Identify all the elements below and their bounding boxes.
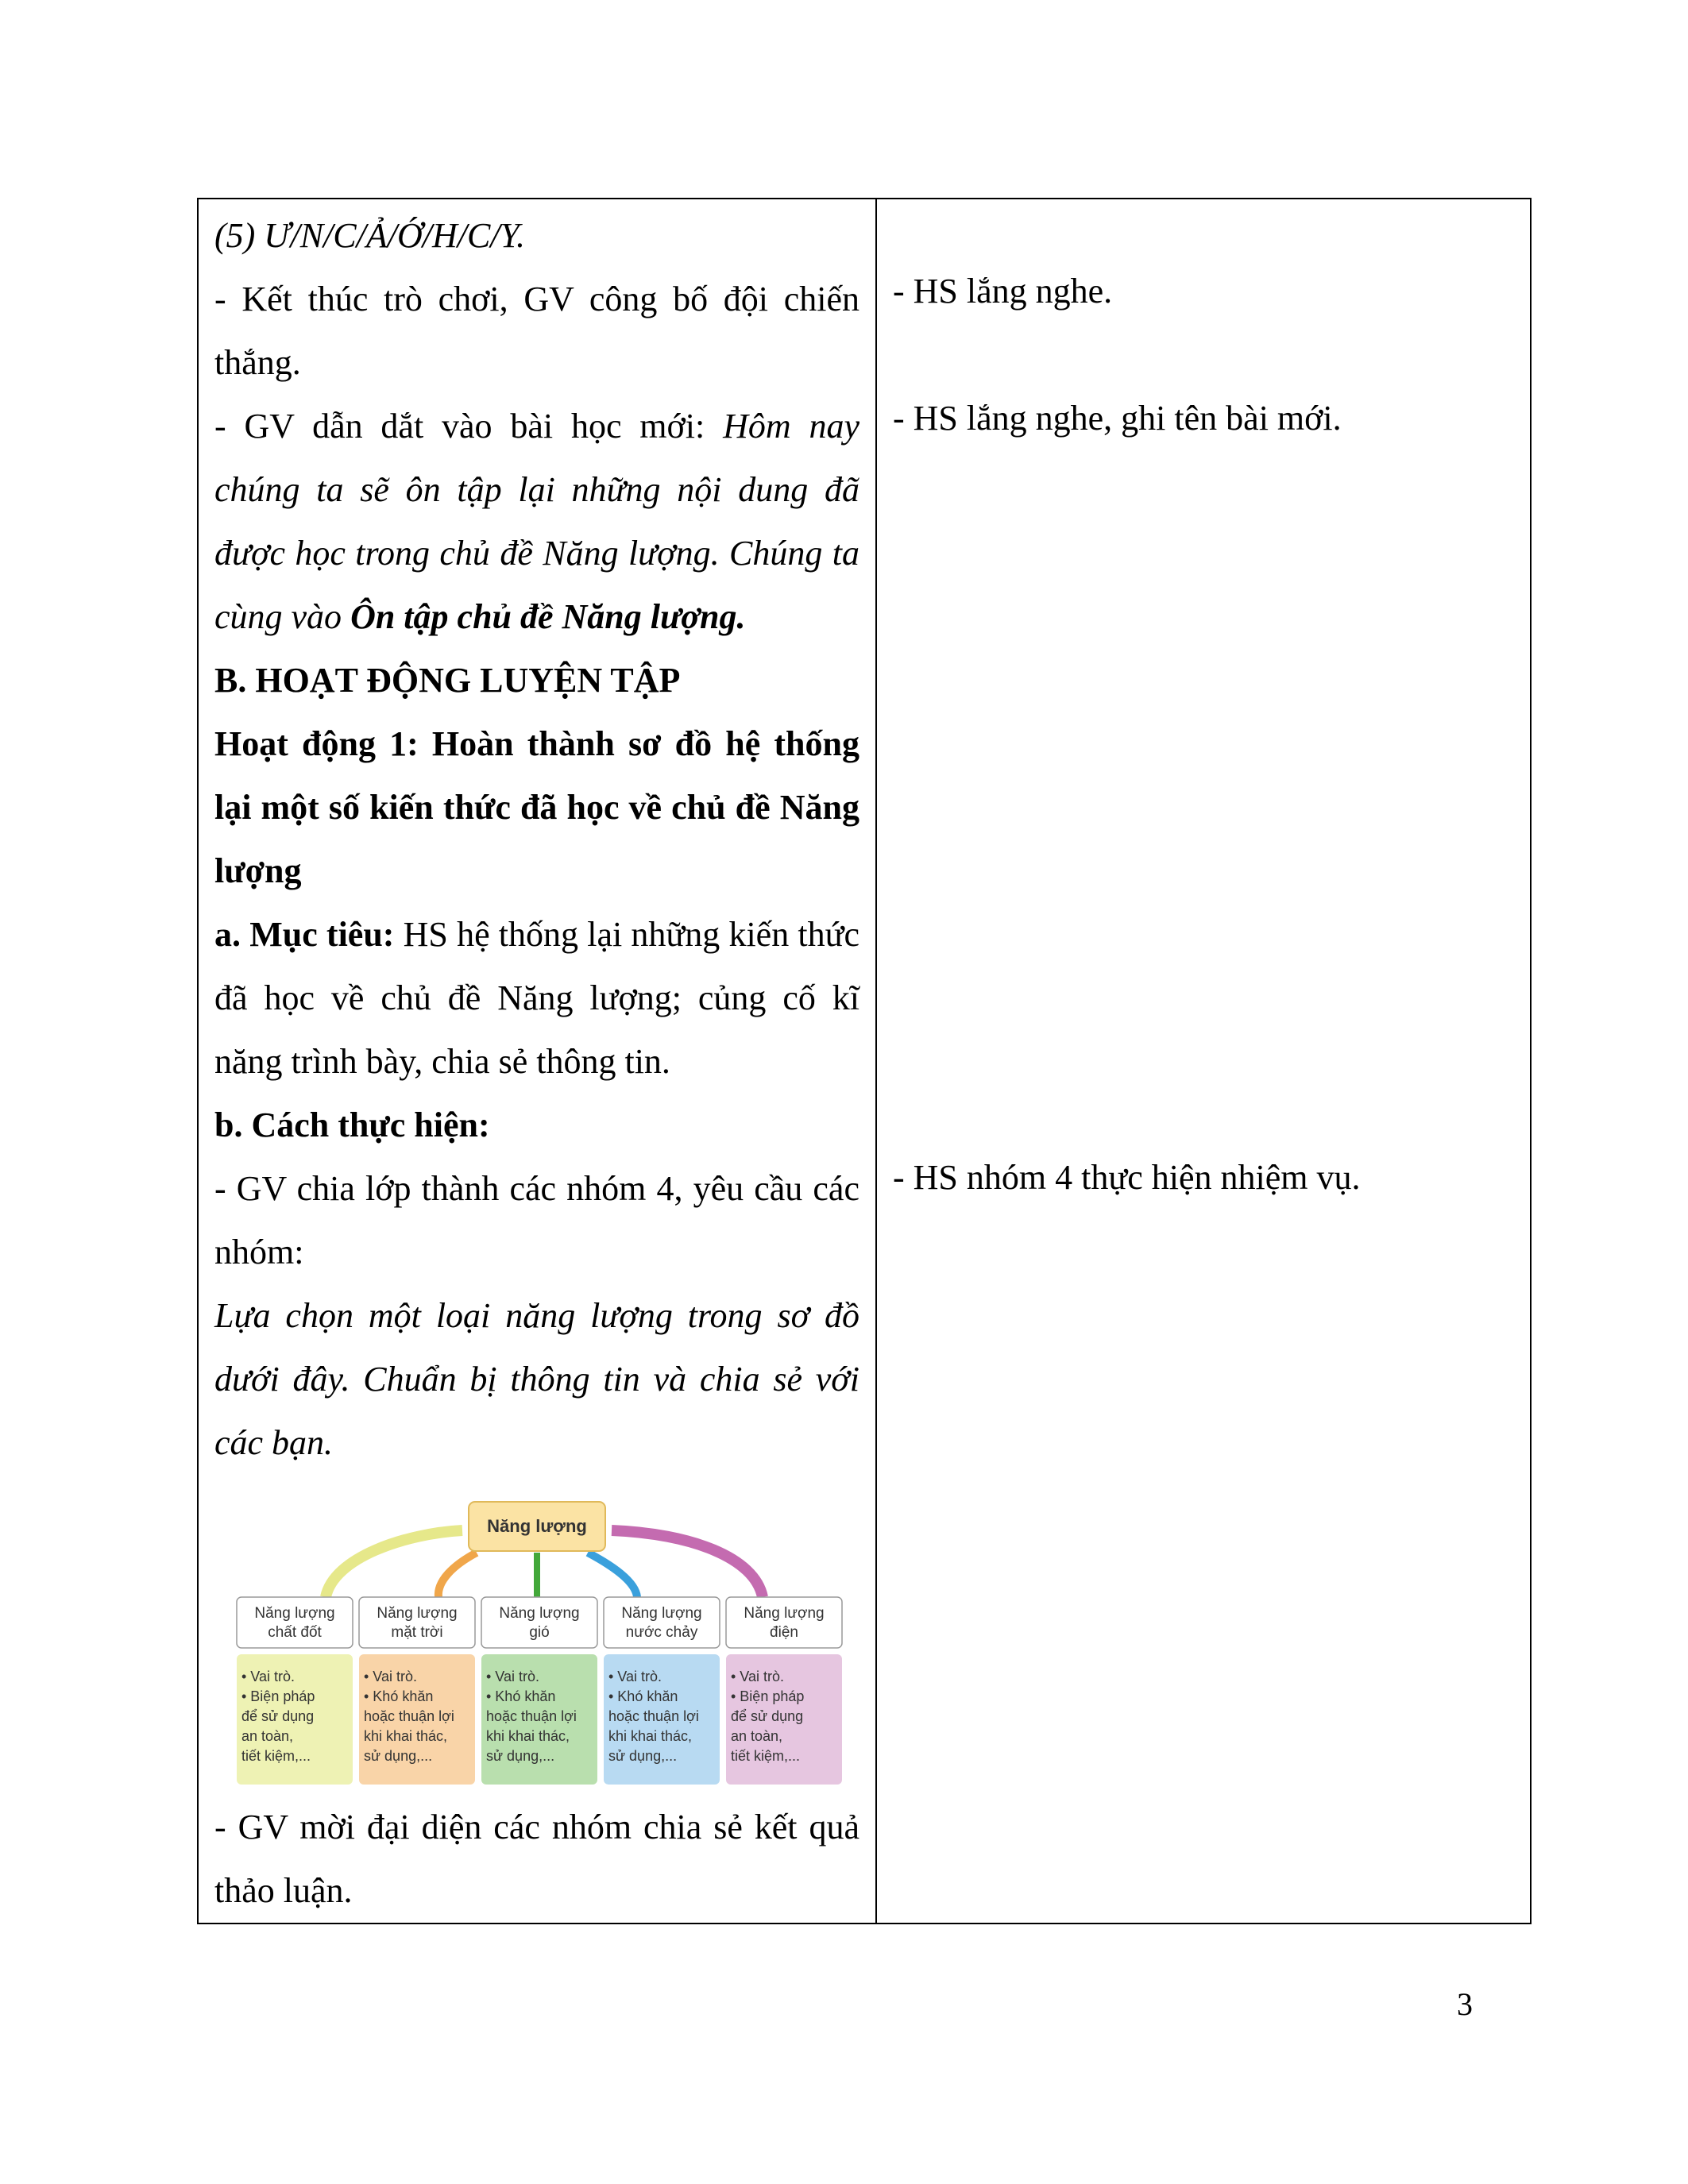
energy-box-2 [359, 1597, 475, 1785]
activity-1-heading: Hoạt động 1: Hoàn thành sơ đồ hệ thống lại một số kiến thức đã học về chủ đề Năng lượng [214, 724, 859, 890]
teacher-activity-cell [198, 199, 876, 1924]
energy-boxes [237, 1597, 842, 1785]
game-end-line-cont: thắng. [214, 343, 301, 382]
energy-box-item: • Vai trò. [241, 1669, 295, 1684]
task-instruction: Lựa chọn một loại năng lượng trong sơ đồ dưới đây. Chuẩn bị thông tin và chia sẻ với các bạn. [214, 1296, 859, 1462]
game-end-line: - Kết thúc trò chơi, GV công bố đội chiến [214, 280, 859, 318]
goal-paragraph: a. Mục tiêu: HS hệ thống lại những kiến thức đã học về chủ đề Năng lượng; củng cố kĩ năng trình bày, chia sẻ thông tin. [214, 915, 859, 1081]
energy-mindmap-diagram [214, 1486, 859, 1788]
energy-box-item: • Vai trò. [608, 1669, 662, 1684]
energy-box-item: • Biện pháp [731, 1688, 805, 1704]
energy-box-item: tiết kiệm,... [731, 1748, 801, 1764]
connector-blue [588, 1553, 637, 1597]
invite-paragraph: - GV mời đại diện các nhóm chia sẻ kết quả thảo luận. [214, 1808, 859, 1910]
energy-box-title: mặt trời [391, 1624, 443, 1641]
energy-box-4 [604, 1597, 720, 1785]
energy-box-item: sử dụng,... [608, 1748, 678, 1764]
student-line-2: - HS lắng nghe, ghi tên bài mới. [893, 399, 1342, 438]
energy-box-item: để sử dụng [731, 1708, 804, 1724]
energy-box-5 [726, 1597, 842, 1785]
lesson-table [197, 198, 1532, 1924]
energy-box-item: • Vai trò. [364, 1669, 417, 1684]
student-line-3: - HS nhóm 4 thực hiện nhiệm vụ. [893, 1158, 1361, 1197]
energy-box-item: khi khai thác, [364, 1728, 448, 1744]
energy-box-item: an toàn, [731, 1728, 783, 1744]
energy-box-item: • Vai trò. [486, 1669, 539, 1684]
energy-box-item: an toàn, [241, 1728, 294, 1744]
energy-box-title: Năng lượng [621, 1605, 702, 1622]
page-number: 3 [1457, 1986, 1473, 2022]
energy-box-title: Năng lượng [377, 1605, 458, 1622]
energy-box-title: Năng lượng [499, 1605, 580, 1622]
energy-box-item: sử dụng,... [364, 1748, 433, 1764]
energy-box-item: hoặc thuận lợi [486, 1708, 577, 1724]
energy-box-title: chất đốt [268, 1624, 322, 1641]
section-heading-b: B. HOẠT ĐỘNG LUYỆN TẬP [214, 661, 681, 700]
game-answer-line: (5) Ư/N/C/Ả/Ớ/H/C/Y. [214, 216, 525, 255]
energy-box-title: Năng lượng [254, 1605, 335, 1622]
intro-paragraph: - GV dẫn dắt vào bài học mới: Hôm nay chúng ta sẽ ôn tập lại những nội dung đã được học trong chủ đề Năng lượng. Chúng ta cùng vào Ôn tập chủ đề Năng lượng. [214, 407, 859, 636]
task-paragraph: - GV chia lớp thành các nhóm 4, yêu cầu các nhóm: [214, 1169, 859, 1271]
energy-box-title: gió [529, 1624, 550, 1641]
energy-box-item: hoặc thuận lợi [364, 1708, 454, 1724]
energy-box-item: • Vai trò. [731, 1669, 784, 1684]
energy-box-1 [237, 1597, 353, 1785]
root-label: Năng lượng [487, 1516, 587, 1536]
student-line-1: - HS lắng nghe. [893, 272, 1113, 311]
energy-box-title: điện [770, 1624, 798, 1641]
energy-box-title: nước chảy [625, 1624, 698, 1641]
energy-box-item: khi khai thác, [486, 1728, 570, 1744]
connector-orange [438, 1553, 477, 1597]
energy-box-item: hoặc thuận lợi [608, 1708, 699, 1724]
energy-box-item: • Khó khăn [608, 1688, 678, 1704]
energy-box-item: tiết kiệm,... [241, 1748, 311, 1764]
energy-box-item: khi khai thác, [608, 1728, 693, 1744]
method-heading: b. Cách thực hiện: [214, 1106, 490, 1144]
student-activity-cell [876, 199, 1531, 1924]
energy-box-3 [481, 1597, 597, 1785]
energy-box-item: • Khó khăn [486, 1688, 556, 1704]
energy-box-item: sử dụng,... [486, 1748, 555, 1764]
energy-box-item: • Khó khăn [364, 1688, 434, 1704]
energy-box-item: để sử dụng [241, 1708, 315, 1724]
energy-box-title: Năng lượng [744, 1605, 825, 1622]
energy-box-item: • Biện pháp [241, 1688, 315, 1704]
